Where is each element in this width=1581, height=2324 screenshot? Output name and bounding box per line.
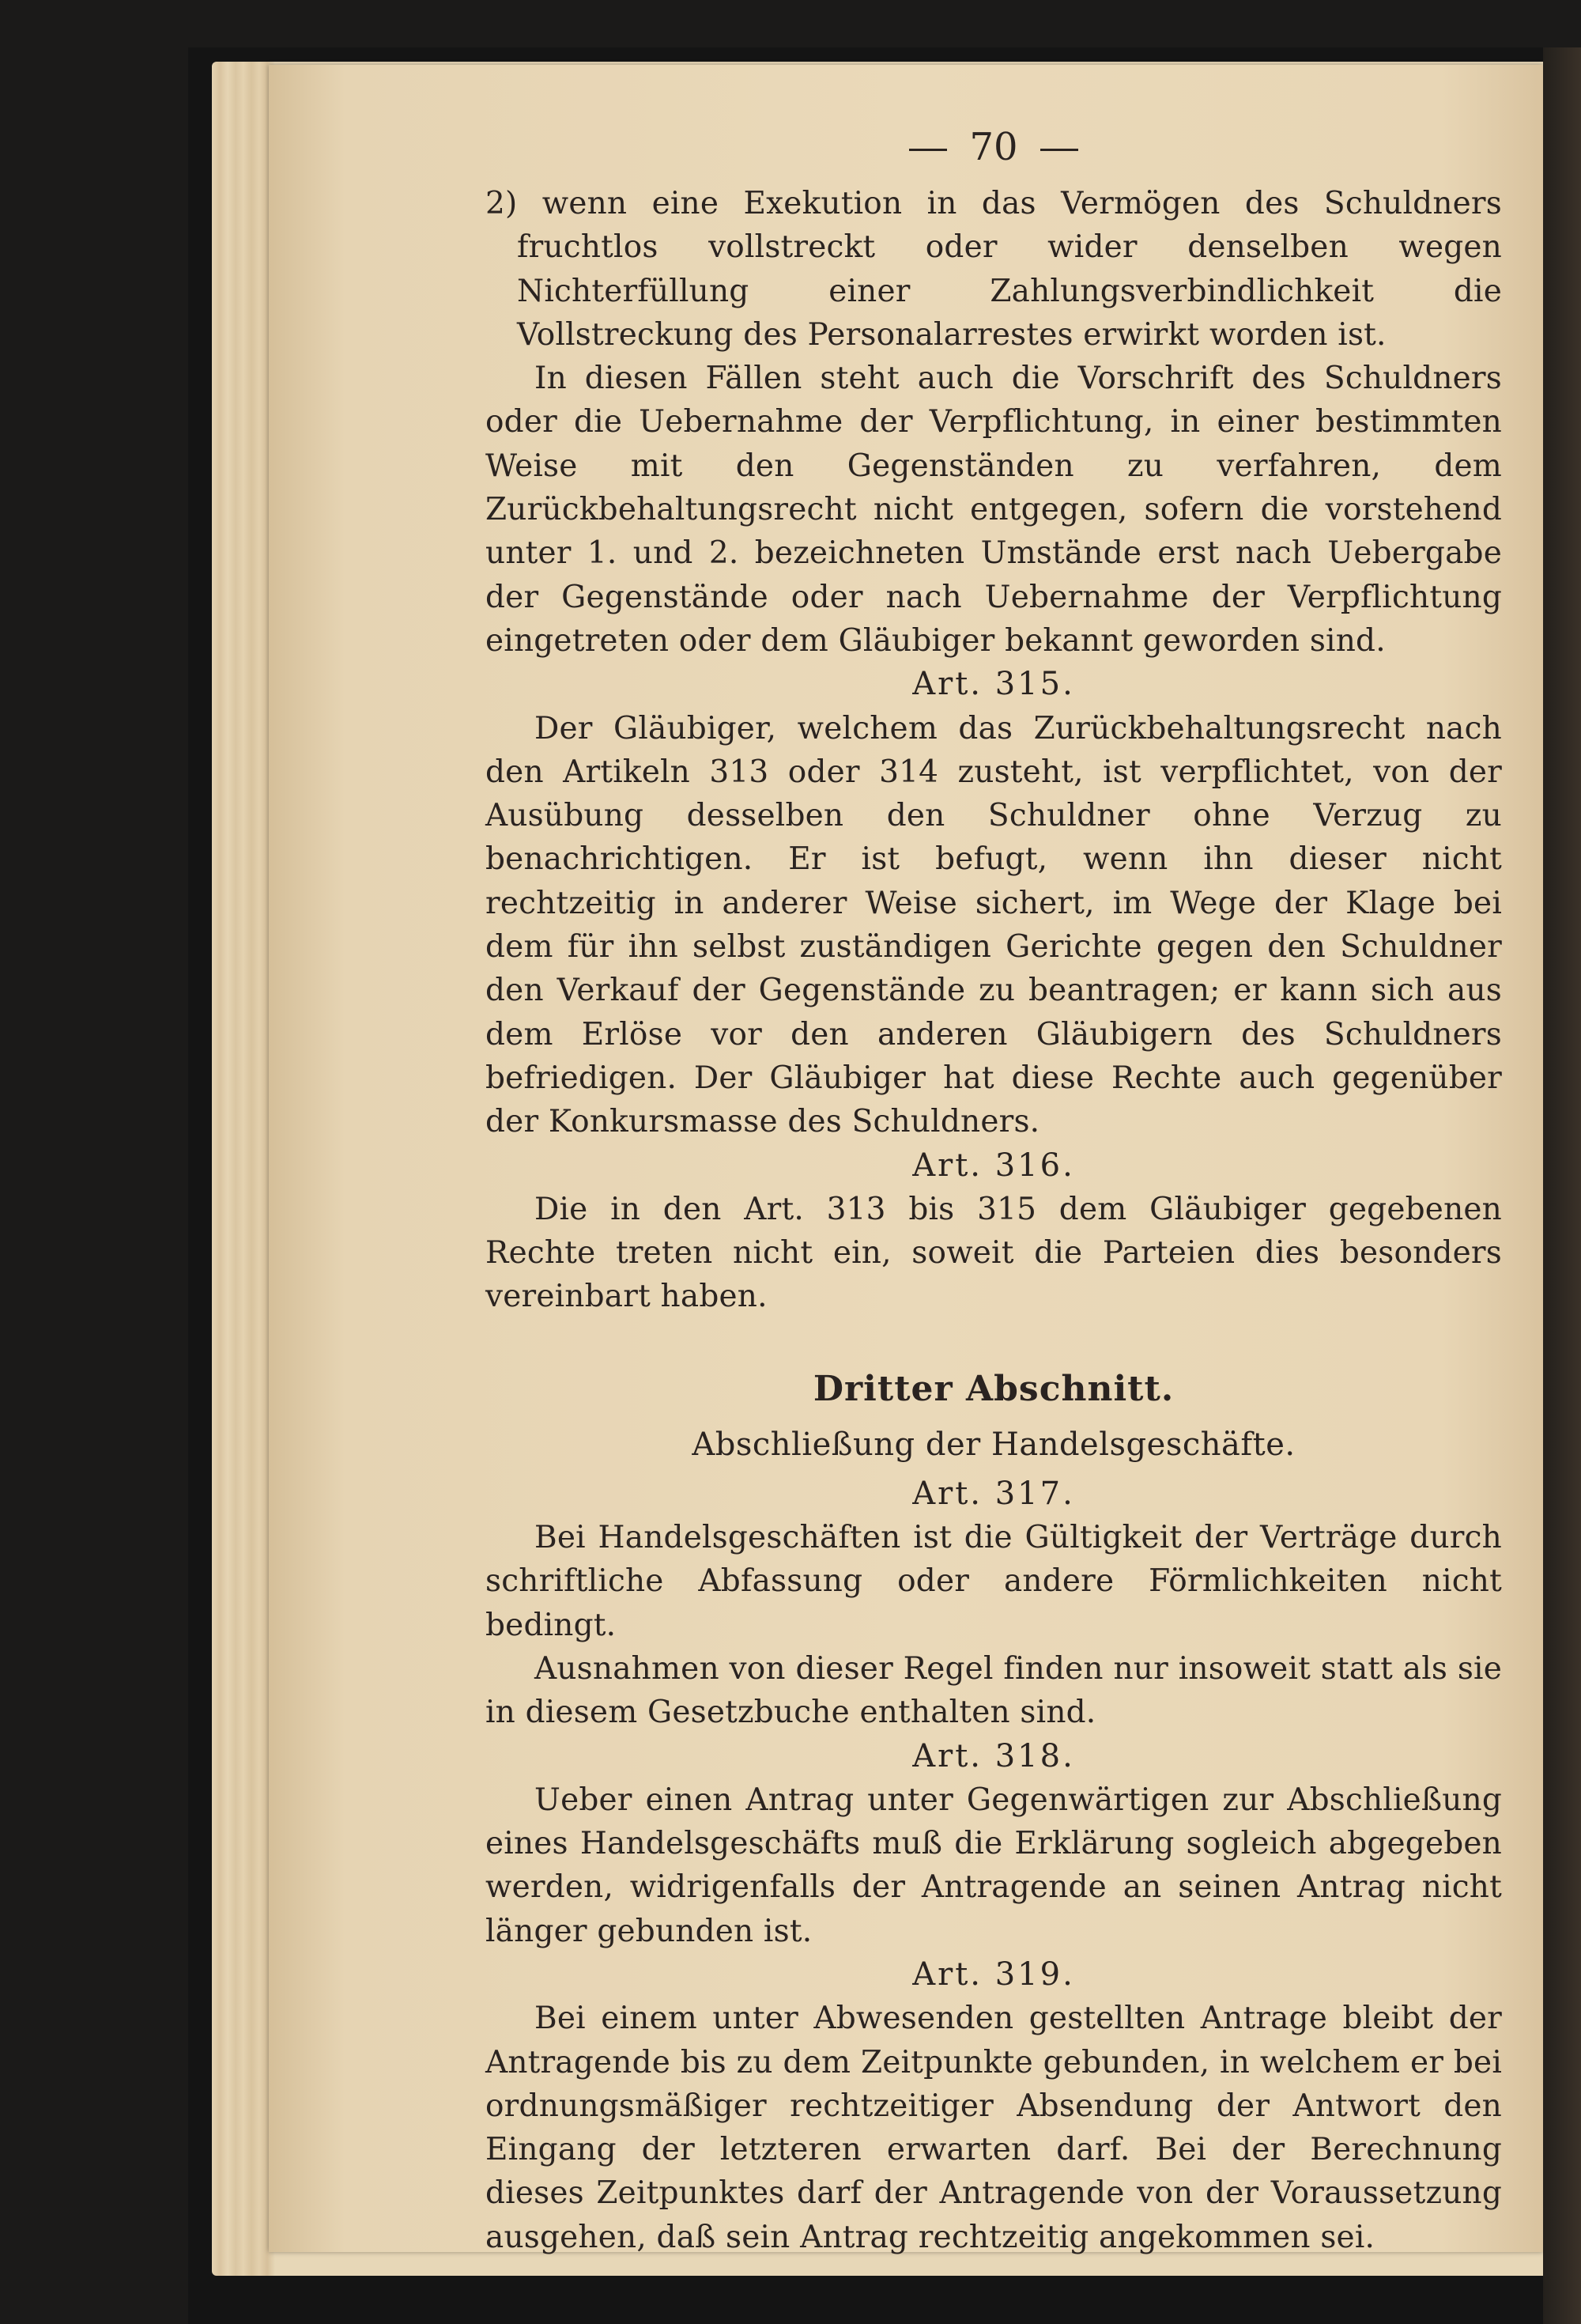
page-number: 70 [969,125,1018,169]
article-heading-315: Art. 315. [912,666,1075,703]
paragraph: Bei einem unter Abwesenden gestellten Antrage bleibt der Antragende bis zu dem Zeitpunkte gebunden, in welchem er bei ordnungsmäßiger rechtzeitiger Absendung der Antwort den Eingang der letzteren erwarten darf. Bei der Berechnung dieses Zeitpunktes darf der Antragende von der Voraussetzung ausgehen, daß sein Antrag rechtzeitig angekommen sei. [485,2001,1502,2255]
page-text [485,123,1502,2259]
paragraph: Der Gläubiger, welchem das Zurückbehaltungsrecht nach den Artikeln 313 oder 314 zusteht, ist verpflichtet, von der Ausübung desselben den Schuldner ohne Verzug zu benachrichtigen. Er ist befugt, wenn ihn dieser nicht rechtzeitig in anderer Weise sichert, im Wege der Klage bei dem für ihn selbst zuständigen Gerichte gegen den Schuldner den Verkauf der Gegenstände zu beantragen; er kann sich aus dem Erlöse vor den anderen Gläubigern des Schuldners befriedigen. Der Gläubiger hat diese Rechte auch gegenüber der Konkursmasse des Schuldners. [485,710,1502,1140]
paragraph: In diesen Fällen steht auch die Vorschrift des Schuldners oder die Uebernahme der Verpflichtung, in einer bestimmten Weise mit den Gegenständen zu verfahren, dem Zurückbehaltungsrecht nicht entgegen, sofern die vorstehend unter 1. und 2. bezeichneten Umstände erst nach Uebergabe der Gegenstände oder nach Uebernahme der Verpflichtung eingetreten oder dem Gläubiger bekannt geworden sind. [485,361,1502,659]
section-heading: Dritter Abschnitt. [813,1368,1175,1409]
section-subheading: Abschließung der Handelsgeschäfte. [692,1426,1296,1463]
paragraph: Ausnahmen von dieser Regel finden nur insoweit statt als sie in diesem Gesetzbuche enthalten sind. [485,1650,1502,1731]
page-number-line [485,123,1502,171]
paragraph: Bei Handelsgeschäften ist die Gültigkeit der Verträge durch schriftliche Abfassung oder andere Förmlichkeiten nicht bedingt. [485,1520,1502,1643]
article-heading-316: Art. 316. [912,1147,1075,1184]
paragraph: Die in den Art. 313 bis 315 dem Gläubiger gegebenen Rechte treten nicht ein, soweit die Parteien dies besonders vereinbart haben. [485,1191,1502,1315]
list-item-2: 2) wenn eine Exekution in das Vermögen des Schuldners fruchtlos vollstreckt oder wider denselben wegen Nichterfüllung einer Zahlungsverbindlichkeit die Vollstreckung des Personalarrestes erwirkt worden ist. [485,186,1502,353]
dash-ornament [1040,149,1078,151]
facing-page-edge [1543,47,1581,2324]
paragraph: Ueber einen Antrag unter Gegenwärtigen zur Abschließung eines Handelsgeschäfts muß die Erklärung sogleich abgegeben werden, widrigenfalls der Antragende an seinen Antrag nicht länger gebunden ist. [485,1782,1502,1949]
article-heading-319: Art. 319. [912,1956,1075,1993]
dash-ornament [909,149,947,151]
article-heading-318: Art. 318. [912,1737,1075,1774]
article-heading-317: Art. 317. [912,1475,1075,1512]
